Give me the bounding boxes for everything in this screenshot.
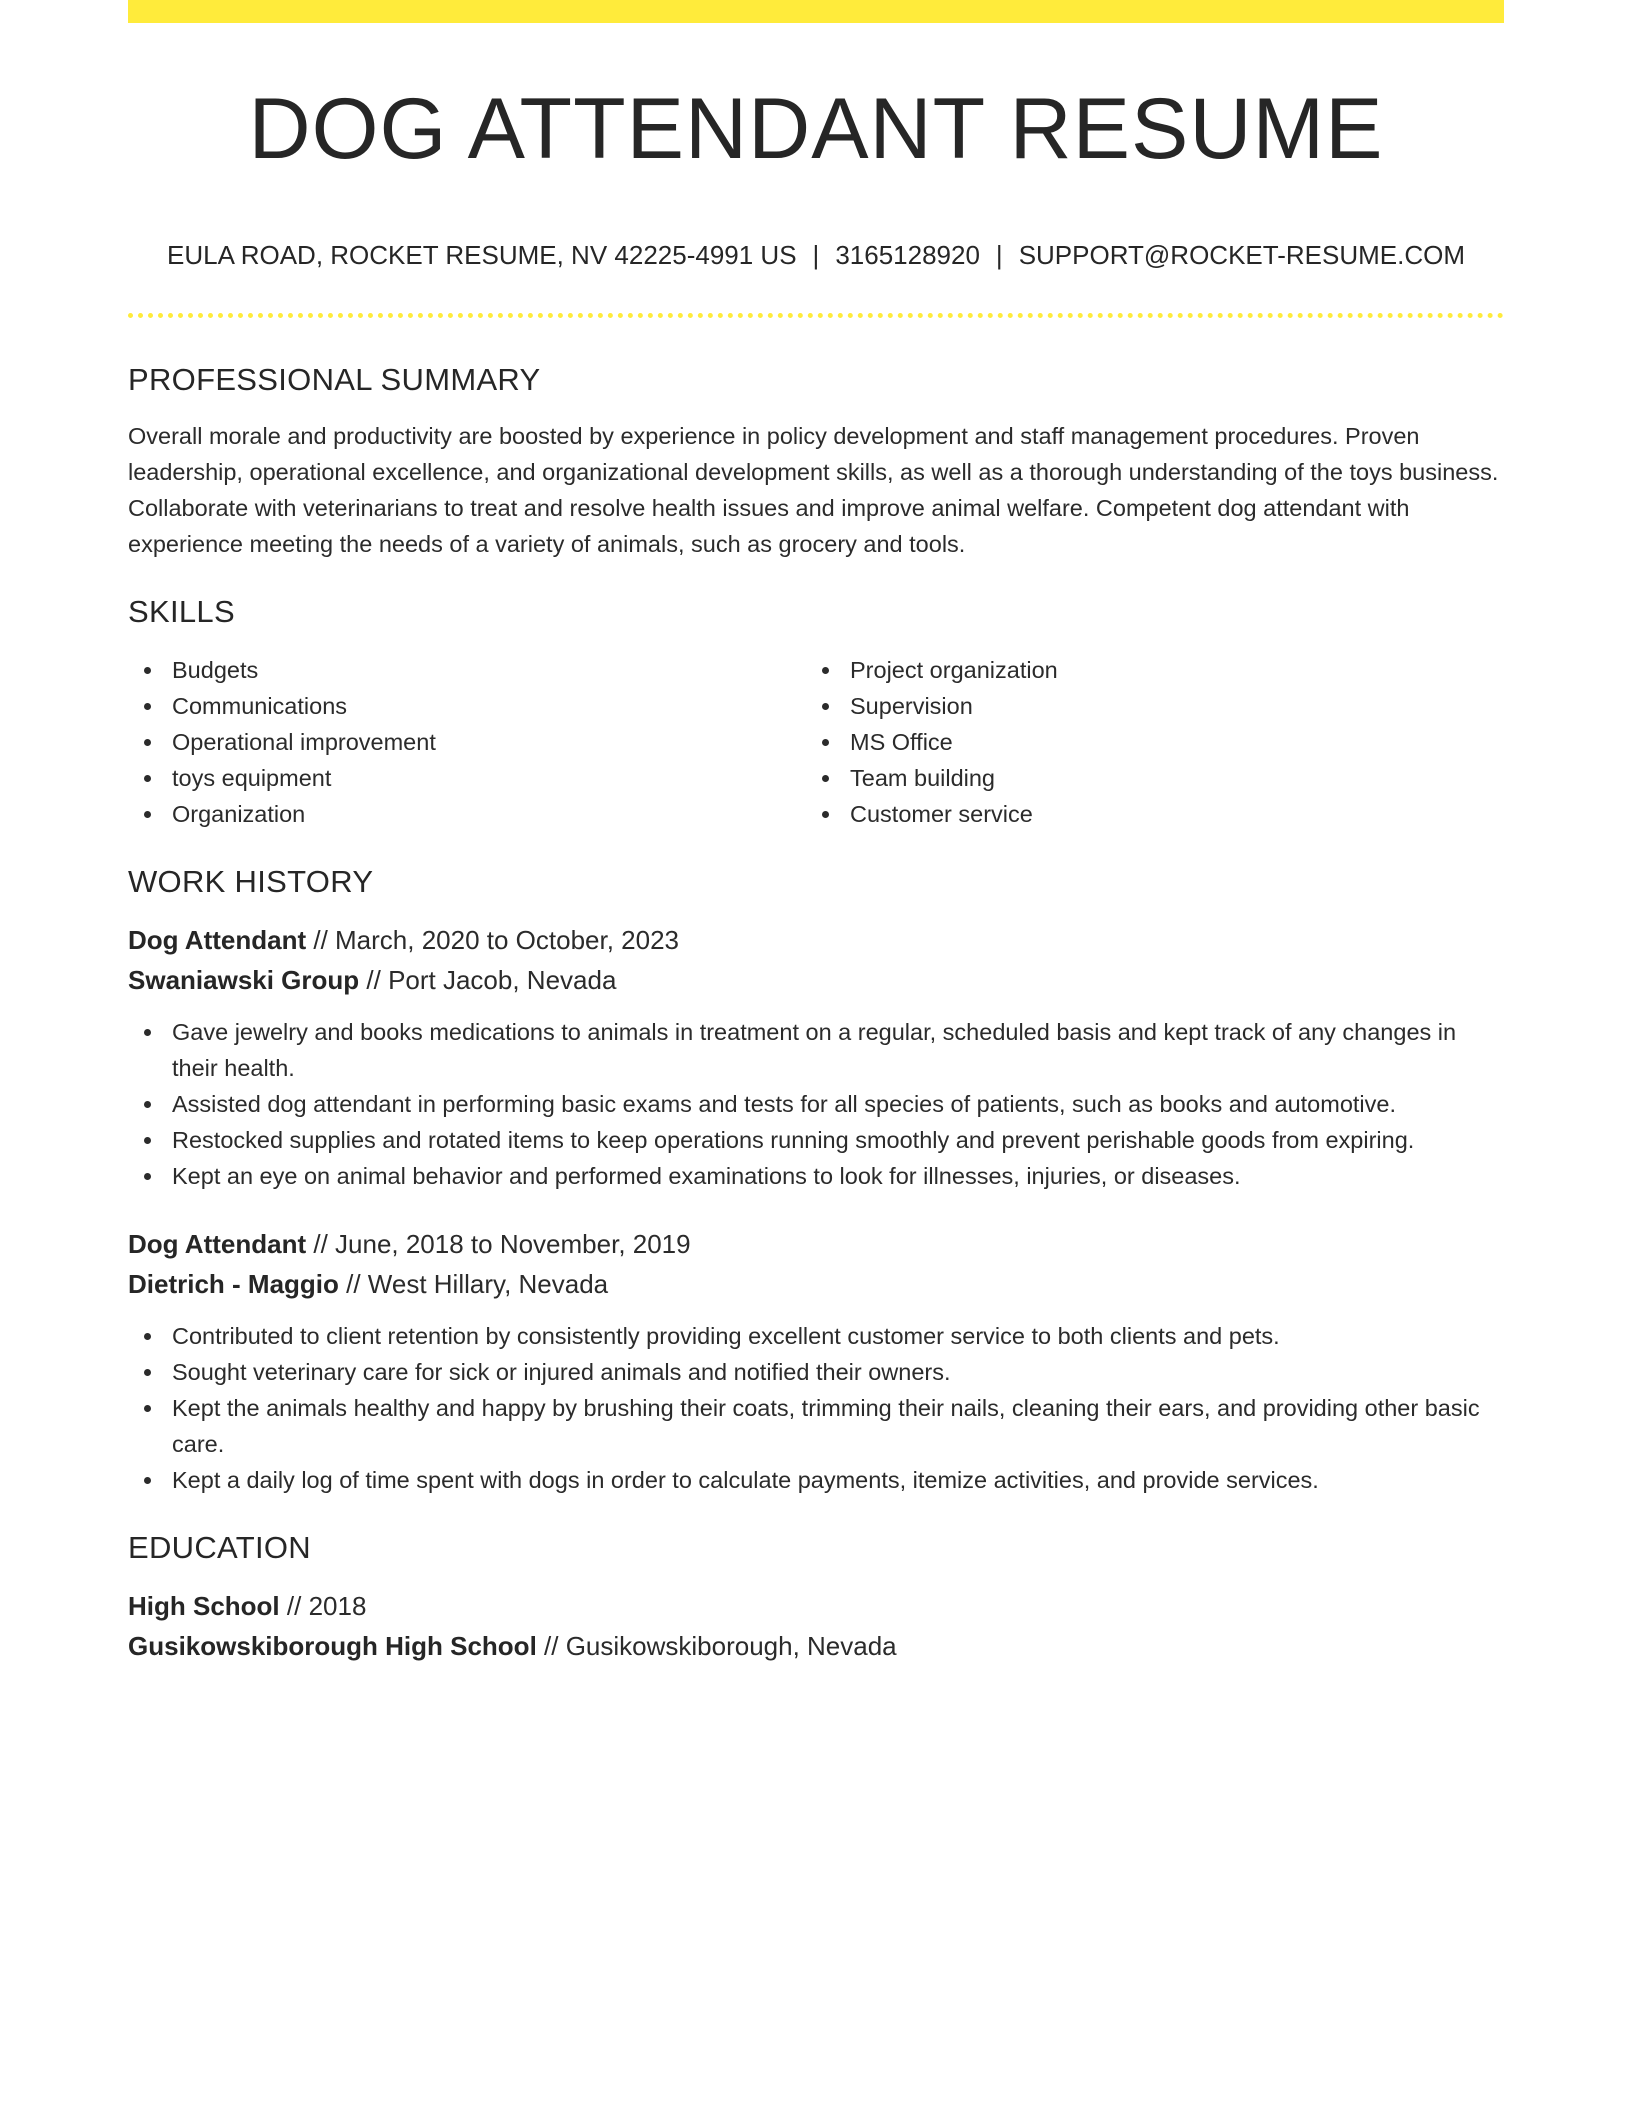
contact-separator: |: [812, 240, 820, 270]
skill-item: toys equipment: [128, 760, 806, 796]
job-bullet: Restocked supplies and rotated items to keep operations running smoothly and prevent perishable goods from expiring.: [128, 1122, 1504, 1158]
skill-item: Organization: [128, 796, 806, 832]
job-company-line: [128, 960, 1504, 1000]
job-dates: // March, 2020 to October, 2023: [306, 925, 680, 955]
education-location: // Gusikowskiborough, Nevada: [536, 1631, 897, 1661]
skill-item: Communications: [128, 688, 806, 724]
education-degree: High School: [128, 1591, 280, 1621]
skill-item: Budgets: [128, 652, 806, 688]
contact-phone: 3165128920: [835, 240, 980, 270]
job-company-line: [128, 1264, 1504, 1304]
skill-item: Operational improvement: [128, 724, 806, 760]
summary-text: Overall morale and productivity are boosted by experience in policy development and staff management procedures. Proven leadership, operational excellence, and organizational development skills, as well as a thorough understanding of the toys business. Collaborate with veterinarians to treat and resolve health issues and improve animal welfare. Competent dog attendant with experience meeting the needs of a variety of animals, such as grocery and tools.: [128, 423, 1499, 557]
job-bullet: Kept a daily log of time spent with dogs in order to calculate payments, itemize activities, and provide services.: [128, 1462, 1504, 1498]
skills-list-left: [128, 652, 806, 832]
job-dates: // June, 2018 to November, 2019: [306, 1229, 691, 1259]
skill-item: MS Office: [806, 724, 1484, 760]
skills-columns: [128, 652, 1504, 832]
accent-top-bar: [128, 0, 1504, 23]
job-bullet: Kept an eye on animal behavior and performed examinations to look for illnesses, injuries, or diseases.: [128, 1158, 1504, 1194]
job-bullet: Contributed to client retention by consistently providing excellent customer service to both clients and pets.: [128, 1318, 1504, 1354]
education-school-line: [128, 1626, 1504, 1666]
header-divider: [128, 313, 1504, 318]
skill-item: Project organization: [806, 652, 1484, 688]
contact-separator: |: [995, 240, 1003, 270]
job-bullet: Sought veterinary care for sick or injured animals and notified their owners.: [128, 1354, 1504, 1390]
contact-address: EULA ROAD, ROCKET RESUME, NV 42225-4991 US: [167, 240, 797, 270]
skill-item: Customer service: [806, 796, 1484, 832]
job-bullet: Assisted dog attendant in performing basic exams and tests for all species of patients, such as books and automotive.: [128, 1086, 1504, 1122]
education-school: Gusikowskiborough High School: [128, 1631, 537, 1661]
resume-content: [128, 23, 1504, 1666]
job-company: Dietrich - Maggio: [128, 1269, 339, 1299]
education-degree-line: [128, 1586, 1504, 1626]
resume-title: DOG ATTENDANT RESUME: [248, 81, 1384, 177]
job-title: Dog Attendant: [128, 1229, 307, 1259]
job-bullet: Kept the animals healthy and happy by brushing their coats, trimming their nails, cleaning their ears, and providing other basic care.: [128, 1390, 1504, 1462]
job-location: // West Hillary, Nevada: [338, 1269, 609, 1299]
skills-list-right: [806, 652, 1484, 832]
job-title-line: [128, 1224, 1504, 1264]
contact-email: SUPPORT@ROCKET-RESUME.COM: [1018, 240, 1465, 270]
work-history-heading: WORK HISTORY: [128, 864, 374, 899]
skills-heading: SKILLS: [128, 594, 235, 629]
job-bullets: [128, 1014, 1504, 1194]
skill-item: Team building: [806, 760, 1484, 796]
job-bullet: Gave jewelry and books medications to animals in treatment on a regular, scheduled basis and kept track of any changes in their health.: [128, 1014, 1504, 1086]
skill-item: Supervision: [806, 688, 1484, 724]
job-company: Swaniawski Group: [128, 965, 360, 995]
job-title: Dog Attendant: [128, 925, 307, 955]
contact-line: [128, 237, 1504, 273]
education-heading: EDUCATION: [128, 1530, 311, 1565]
job-bullets: [128, 1318, 1504, 1498]
education-year: // 2018: [279, 1591, 367, 1621]
summary-heading: PROFESSIONAL SUMMARY: [128, 362, 541, 397]
job-title-line: [128, 920, 1504, 960]
job-location: // Port Jacob, Nevada: [359, 965, 617, 995]
